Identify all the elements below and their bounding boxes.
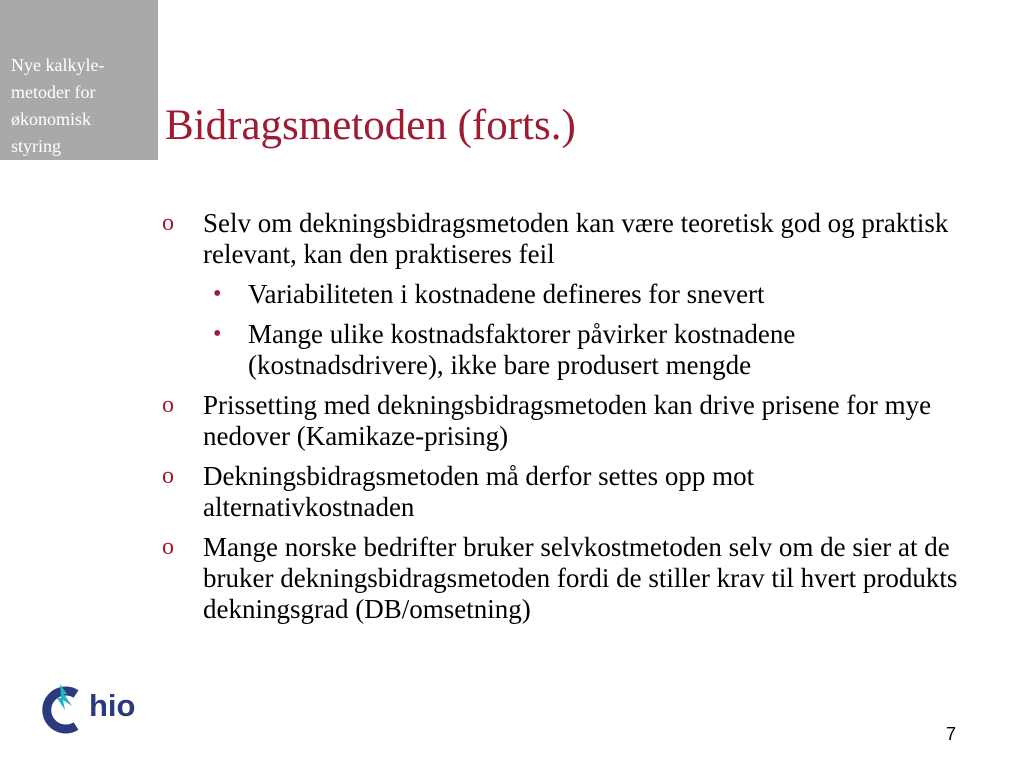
hio-logo-icon <box>36 680 90 736</box>
page-number: 7 <box>946 724 957 744</box>
sub-bullet-item <box>203 319 962 381</box>
bullet-item <box>162 208 962 381</box>
sidebar-line: Nye kalkyle- <box>11 55 105 75</box>
slide-title: Bidragsmetoden (forts.) <box>165 102 576 149</box>
sub-bullet-list <box>203 279 962 381</box>
sub-bullet-text: Mange ulike kostnadsfaktorer påvirker kostnadene (kostnadsdrivere), ikke bare produsert mengde <box>248 319 796 380</box>
sidebar-text <box>11 52 156 160</box>
sidebar-line: økonomisk <box>11 109 92 129</box>
bullet-item <box>162 461 962 523</box>
hio-logo <box>36 680 146 736</box>
bullet-marker-icon: o <box>162 463 174 489</box>
bullet-marker-icon: o <box>162 210 174 236</box>
sub-bullet-marker-icon: • <box>213 321 222 347</box>
bullet-marker-icon: o <box>162 534 174 560</box>
bullet-text: Selv om dekningsbidragsmetoden kan være teoretisk god og praktisk relevant, kan den praktiseres feil <box>203 208 949 269</box>
bullet-list <box>162 208 962 634</box>
sidebar-line: metoder for <box>11 82 96 102</box>
sub-bullet-marker-icon: • <box>213 281 222 307</box>
bullet-text: Prissetting med dekningsbidragsmetoden kan drive prisene for mye nedover (Kamikaze-prising) <box>203 390 932 451</box>
sidebar-box <box>0 0 158 160</box>
sub-bullet-item <box>203 279 962 310</box>
bullet-item <box>162 532 962 625</box>
bullet-item <box>162 390 962 452</box>
bullet-marker-icon: o <box>162 392 174 418</box>
sub-bullet-text: Variabiliteten i kostnadene defineres for snevert <box>248 279 765 309</box>
bullet-text: Dekningsbidragsmetoden må derfor settes opp mot alternativkostnaden <box>203 461 755 522</box>
sidebar-line: styring <box>11 136 62 156</box>
logo-text: hio <box>89 688 136 723</box>
bullet-text: Mange norske bedrifter bruker selvkostmetoden selv om de sier at de bruker dekningsbidragsmetoden fordi de stiller krav til hvert produkts dekningsgrad (DB/omsetning) <box>203 532 958 624</box>
